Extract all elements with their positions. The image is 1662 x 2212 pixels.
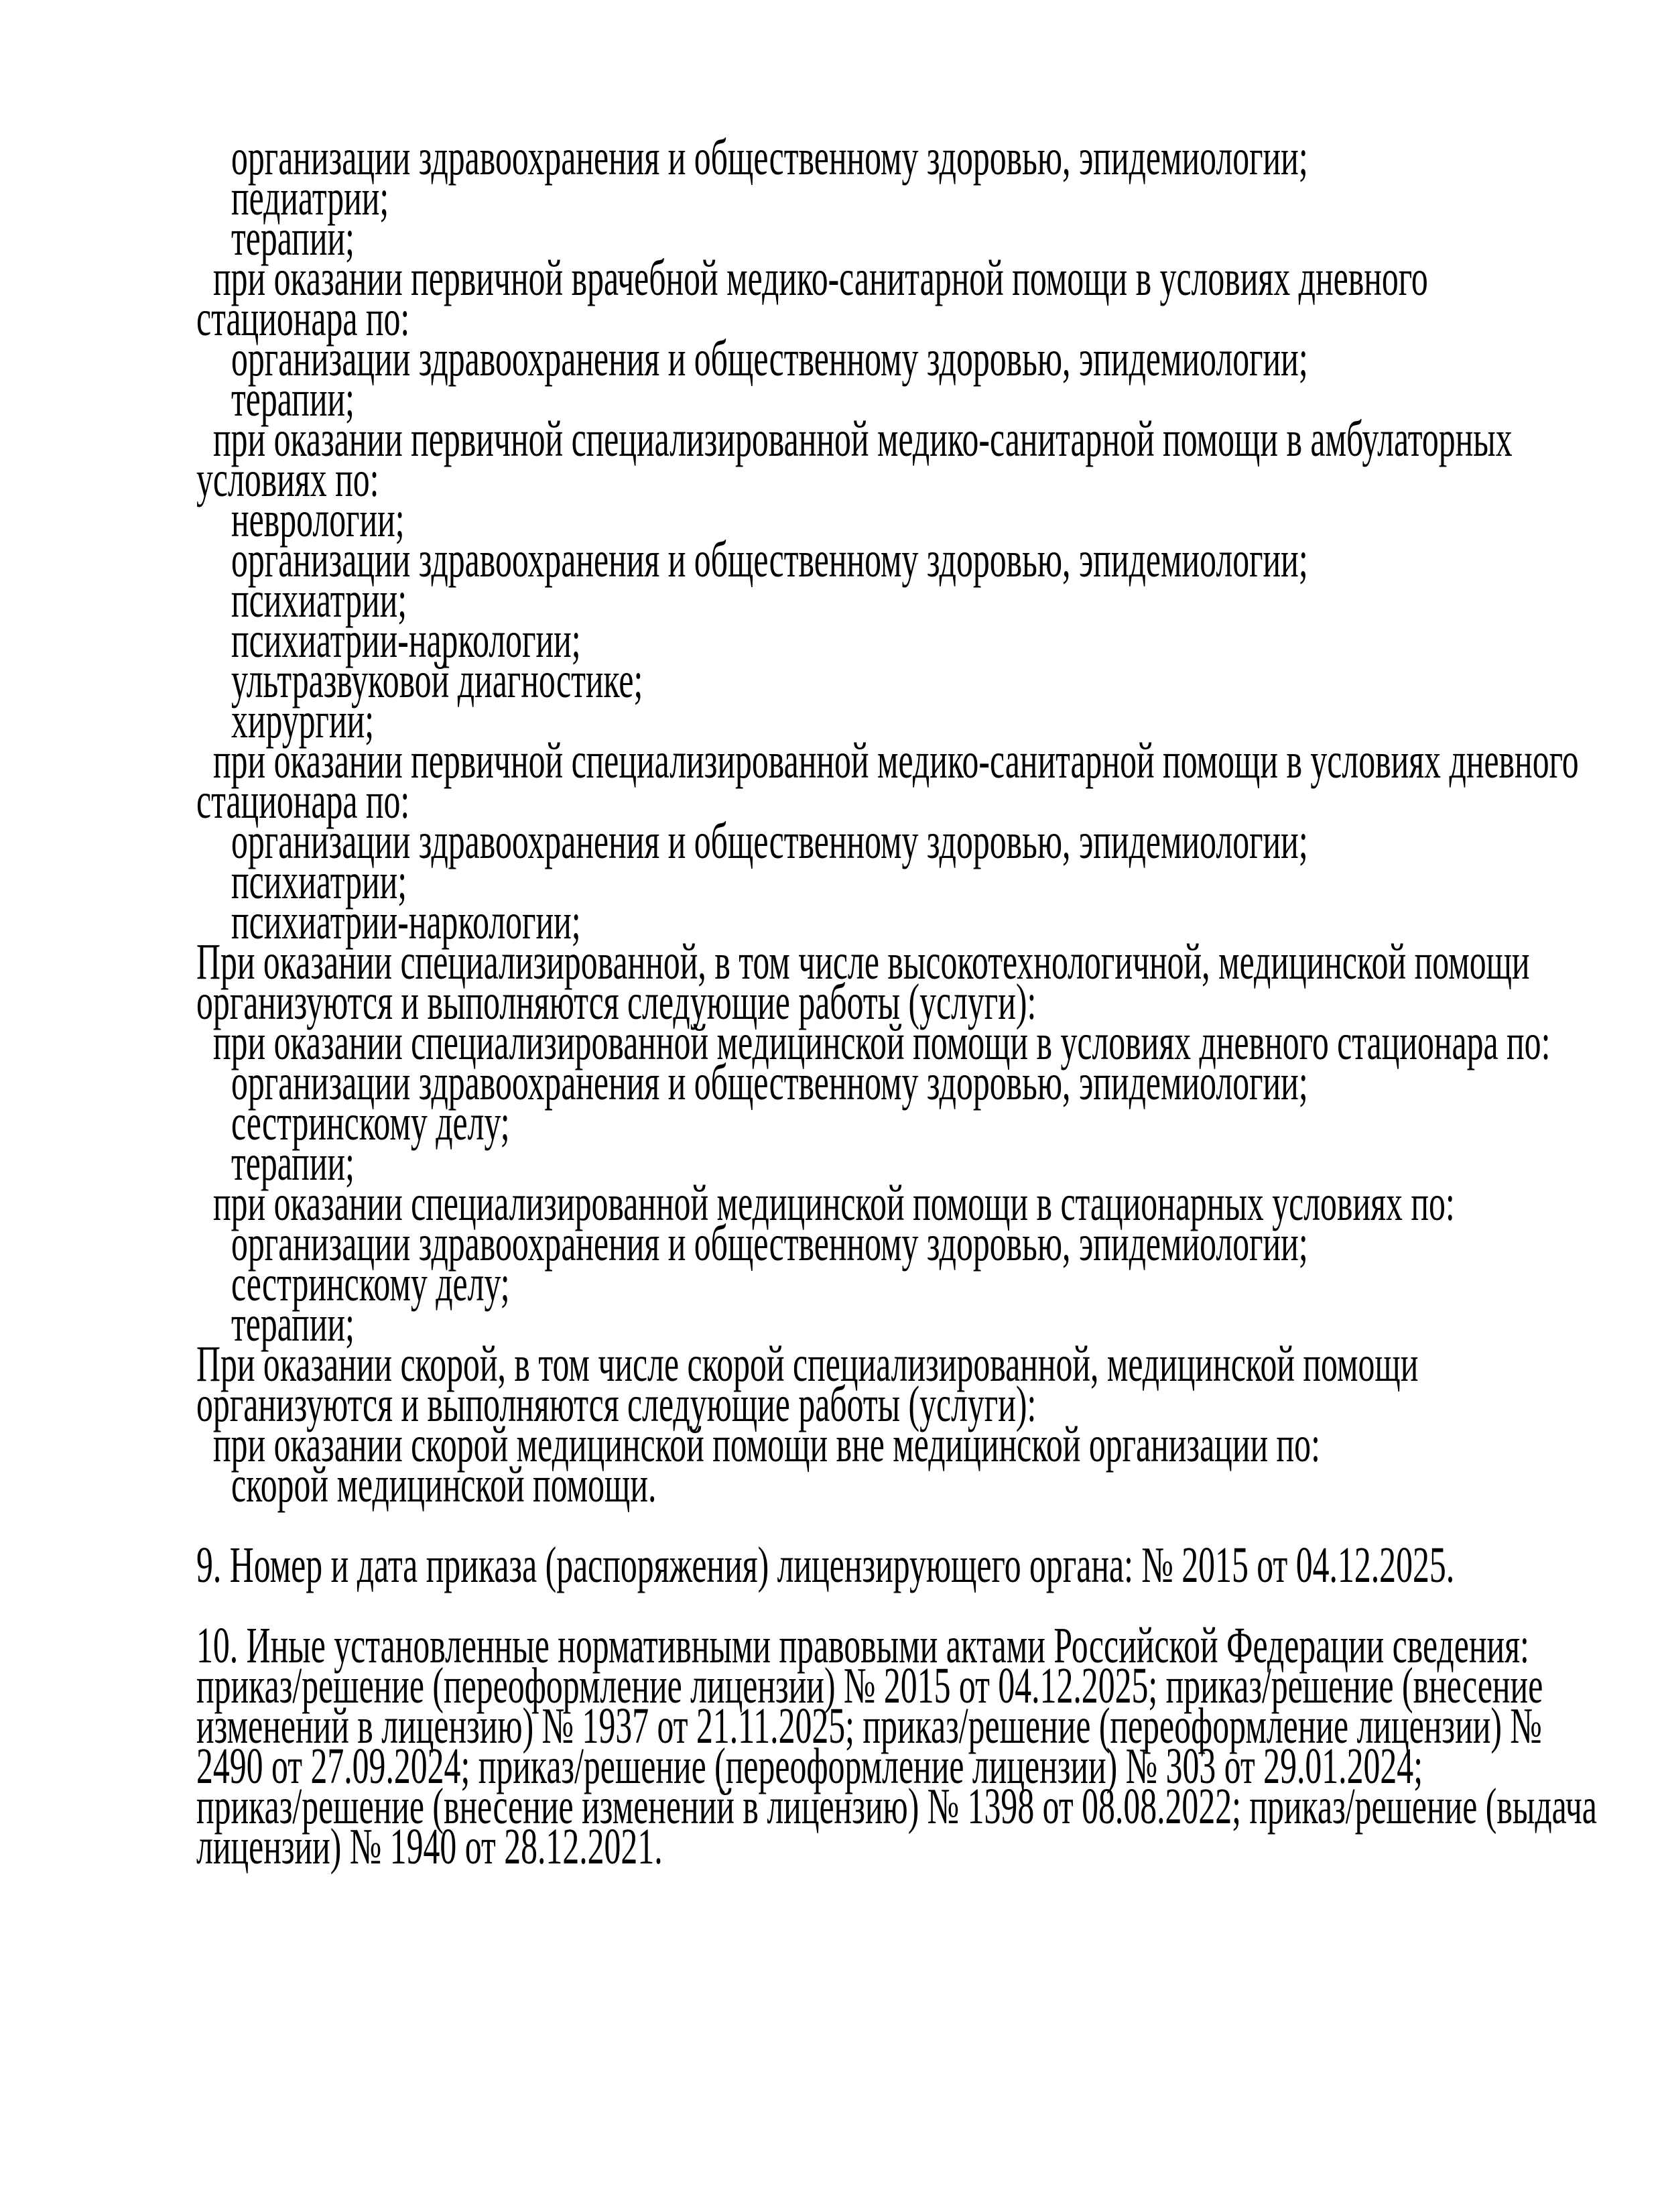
doc-line-text: психиатрии-наркологии; (231, 612, 581, 668)
doc-line-text: при оказании первичной специализированной медико-санитарной помощи в условиях дневного (213, 733, 1579, 789)
doc-line-text: при оказании скорой медицинской помощи вне медицинской организации по: (213, 1416, 1320, 1473)
doc-line-text: при оказании первичной врачебной медико-санитарной помощи в условиях дневного (213, 250, 1428, 306)
doc-line-text: организации здравоохранения и общественному здоровью, эпидемиологии; (231, 1215, 1308, 1272)
document-text-block (0, 129, 1662, 1875)
doc-line-text: организации здравоохранения и общественному здоровью, эпидемиологии; (231, 813, 1308, 869)
doc-line-text: сестринскому делу; (231, 1255, 510, 1312)
doc-line-text: сестринскому делу; (231, 1095, 510, 1151)
item-10-other-info (0, 1617, 1662, 1875)
item-10-text: 2490 от 27.09.2024; приказ/решение (переоформление лицензии) № 303 от 29.01.2024; (196, 1738, 1423, 1794)
doc-line-text: педиатрии; (231, 170, 389, 226)
doc-line-text: при оказании специализированной медицинской помощи в условиях дневного стационара по: (213, 1014, 1551, 1070)
item-9-text: 9. Номер и дата приказа (распоряжения) лицензирующего органа: № 2015 от 04.12.2025. (196, 1537, 1455, 1593)
doc-line-text: психиатрии; (231, 853, 407, 910)
doc-line-text: хирургии; (231, 692, 375, 749)
doc-line-text: стационара по: (196, 290, 410, 347)
doc-line-text: психиатрии-наркологии; (231, 894, 581, 950)
doc-line-text: организуются и выполняются следующие работы (услуги): (196, 1376, 1037, 1432)
item-9-line (0, 1537, 1662, 1593)
doc-line-text: скорой медицинской помощи. (231, 1457, 657, 1513)
works-services-list (0, 129, 1662, 1513)
doc-line-text: При оказании скорой, в том числе скорой специализированной, медицинской помощи (196, 1336, 1419, 1392)
doc-line-text: организации здравоохранения и общественному здоровью, эпидемиологии; (231, 1054, 1308, 1111)
doc-line-text: организации здравоохранения и общественному здоровью, эпидемиологии; (231, 129, 1308, 186)
item-10-text: приказ/решение (переоформление лицензии) № 2015 от 04.12.2025; приказ/решение (внесение (196, 1658, 1543, 1714)
doc-line-text: терапии; (231, 210, 355, 266)
item-10-text: изменений в лицензию) № 1937 от 21.11.2025; приказ/решение (переоформление лицензии) № (196, 1698, 1542, 1754)
doc-line-text: при оказании первичной специализированной медико-санитарной помощи в амбулаторных (213, 411, 1513, 467)
item-10-text: приказ/решение (внесение изменений в лицензию) № 1398 от 08.08.2022; приказ/решение (выдача (196, 1778, 1597, 1835)
doc-line-text: неврологии; (231, 491, 405, 548)
doc-line-text: При оказании специализированной, в том числе высокотехнологичной, медицинской помощи (196, 934, 1530, 990)
doc-line-text: психиатрии; (231, 572, 407, 628)
doc-line-text: ультразвуковой диагностике; (231, 652, 643, 709)
doc-line-text: при оказании специализированной медицинской помощи в стационарных условиях по: (213, 1175, 1455, 1231)
doc-line-text: стационара по: (196, 773, 410, 829)
doc-line-text: организации здравоохранения и общественному здоровью, эпидемиологии; (231, 532, 1308, 588)
item-9-order-info (0, 1537, 1662, 1593)
doc-line-text: организации здравоохранения и общественному здоровью, эпидемиологии; (231, 330, 1308, 387)
item-10-text: 10. Иные установленные нормативными правовыми актами Российской Федерации сведения: (196, 1617, 1529, 1674)
item-10-text: лицензии) № 1940 от 28.12.2021. (196, 1819, 663, 1875)
doc-line-text: терапии; (231, 1296, 355, 1352)
doc-line-text: терапии; (231, 371, 355, 427)
doc-line-text: терапии; (231, 1135, 355, 1191)
doc-line-text: организуются и выполняются следующие работы (услуги): (196, 974, 1037, 1030)
doc-line-text: условиях по: (196, 451, 379, 507)
